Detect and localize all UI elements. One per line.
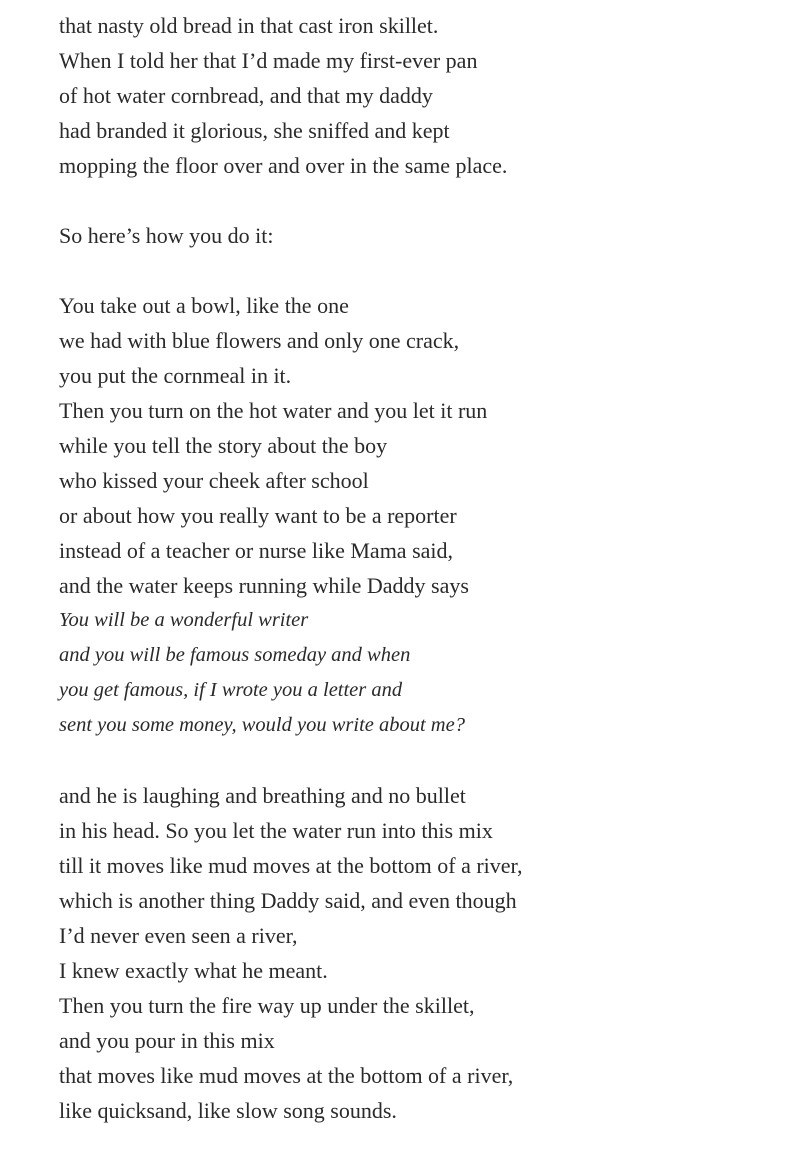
- stanza: [59, 8, 799, 183]
- stanza: [59, 778, 799, 1128]
- poem-line: and the water keeps running while Daddy says: [59, 573, 469, 598]
- poem-line: who kissed your cheek after school: [59, 468, 369, 493]
- stanza: [59, 288, 799, 743]
- poem-line: that moves like mud moves at the bottom of a river,: [59, 1063, 514, 1088]
- poem-line: and he is laughing and breathing and no bullet: [59, 783, 466, 808]
- poem-line: or about how you really want to be a reporter: [59, 503, 457, 528]
- poem-line: Then you turn the fire way up under the skillet,: [59, 993, 475, 1018]
- poem-line: that nasty old bread in that cast iron skillet.: [59, 13, 439, 38]
- poem-line: and you pour in this mix: [59, 1028, 275, 1053]
- poem-line: of hot water cornbread, and that my daddy: [59, 83, 433, 108]
- poem-line: I knew exactly what he meant.: [59, 958, 328, 983]
- poem-line: You take out a bowl, like the one: [59, 293, 349, 318]
- poem-line: had branded it glorious, she sniffed and kept: [59, 118, 450, 143]
- poem-line: like quicksand, like slow song sounds.: [59, 1098, 397, 1123]
- italic-quote-line: You will be a wonderful writer: [59, 609, 309, 631]
- poem-line: instead of a teacher or nurse like Mama said,: [59, 538, 454, 563]
- poem-line: in his head. So you let the water run into this mix: [59, 818, 493, 843]
- poem-line: you put the cornmeal in it.: [59, 363, 292, 388]
- poem-line: I’d never even seen a river,: [59, 923, 298, 948]
- poem-line: we had with blue flowers and only one crack,: [59, 328, 460, 353]
- poem-line: till it moves like mud moves at the bottom of a river,: [59, 853, 523, 878]
- poem-line: which is another thing Daddy said, and even though: [59, 888, 517, 913]
- poem-line: Then you turn on the hot water and you let it run: [59, 398, 488, 423]
- poem-line: When I told her that I’d made my first-ever pan: [59, 48, 478, 73]
- poem-text: [59, 8, 799, 1163]
- italic-quote-line: sent you some money, would you write about me?: [59, 714, 465, 736]
- poem-line: while you tell the story about the boy: [59, 433, 388, 458]
- stanza: [59, 218, 799, 253]
- poem-line: mopping the floor over and over in the same place.: [59, 153, 508, 178]
- poem-line: So here’s how you do it:: [59, 223, 274, 248]
- italic-quote-line: and you will be famous someday and when: [59, 644, 411, 666]
- italic-quote-line: you get famous, if I wrote you a letter and: [59, 679, 403, 701]
